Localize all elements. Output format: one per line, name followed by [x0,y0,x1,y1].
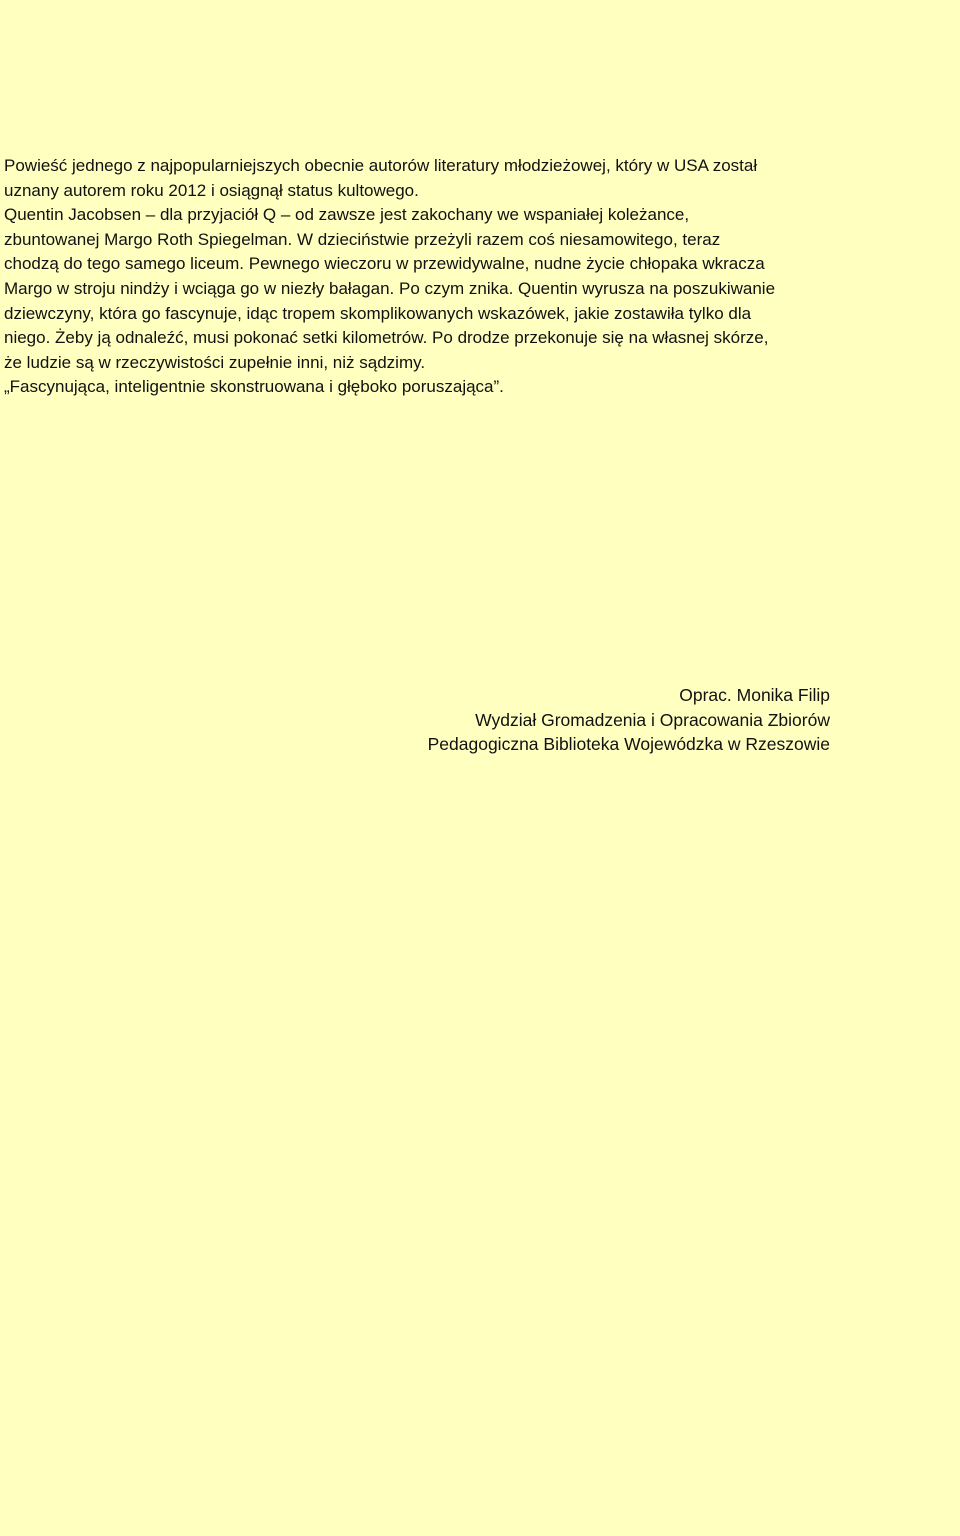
description-line: niego. Żeby ją odnaleźć, musi pokonać setki kilometrów. Po drodze przekonuje się na własnej skórze, [4,328,769,348]
description-line: uznany autorem roku 2012 i osiągnął status kultowego. [4,180,419,200]
signature-block [428,683,830,757]
description-line: Margo w stroju nindży i wciąga go w niezły bałagan. Po czym znika. Quentin wyrusza na poszukiwanie [4,278,776,298]
description-line: chodzą do tego samego liceum. Pewnego wieczoru w przewidywalne, nudne życie chłopaka wkracza [4,254,765,274]
description-line: Powieść jednego z najpopularniejszych obecnie autorów literatury młodzieżowej, który w USA został [4,156,758,175]
description-line: że ludzie są w rzeczywistości zupełnie inni, niż sądzimy. [4,352,426,372]
signature-institution: Pedagogiczna Biblioteka Wojewódzka w Rzeszowie [427,734,830,755]
signature-department: Wydział Gromadzenia i Opracowania Zbiorów [475,709,830,730]
description-line: zbuntowanej Margo Roth Spiegelman. W dzieciństwie przeżyli razem coś niesamowitego, teraz [4,229,721,249]
description-quote: „Fascynująca, inteligentnie skonstruowana i głęboko poruszająca”. [4,377,504,397]
description-line: Quentin Jacobsen – dla przyjaciół Q – od zawsze jest zakochany we wspaniałej koleżance, [4,205,690,225]
signature-author: Oprac. Monika Filip [679,685,830,705]
book-description [4,154,839,400]
description-line: dziewczyny, która go fascynuje, idąc tropem skomplikowanych wskazówek, jakie zostawiła tylko dla [4,303,752,323]
